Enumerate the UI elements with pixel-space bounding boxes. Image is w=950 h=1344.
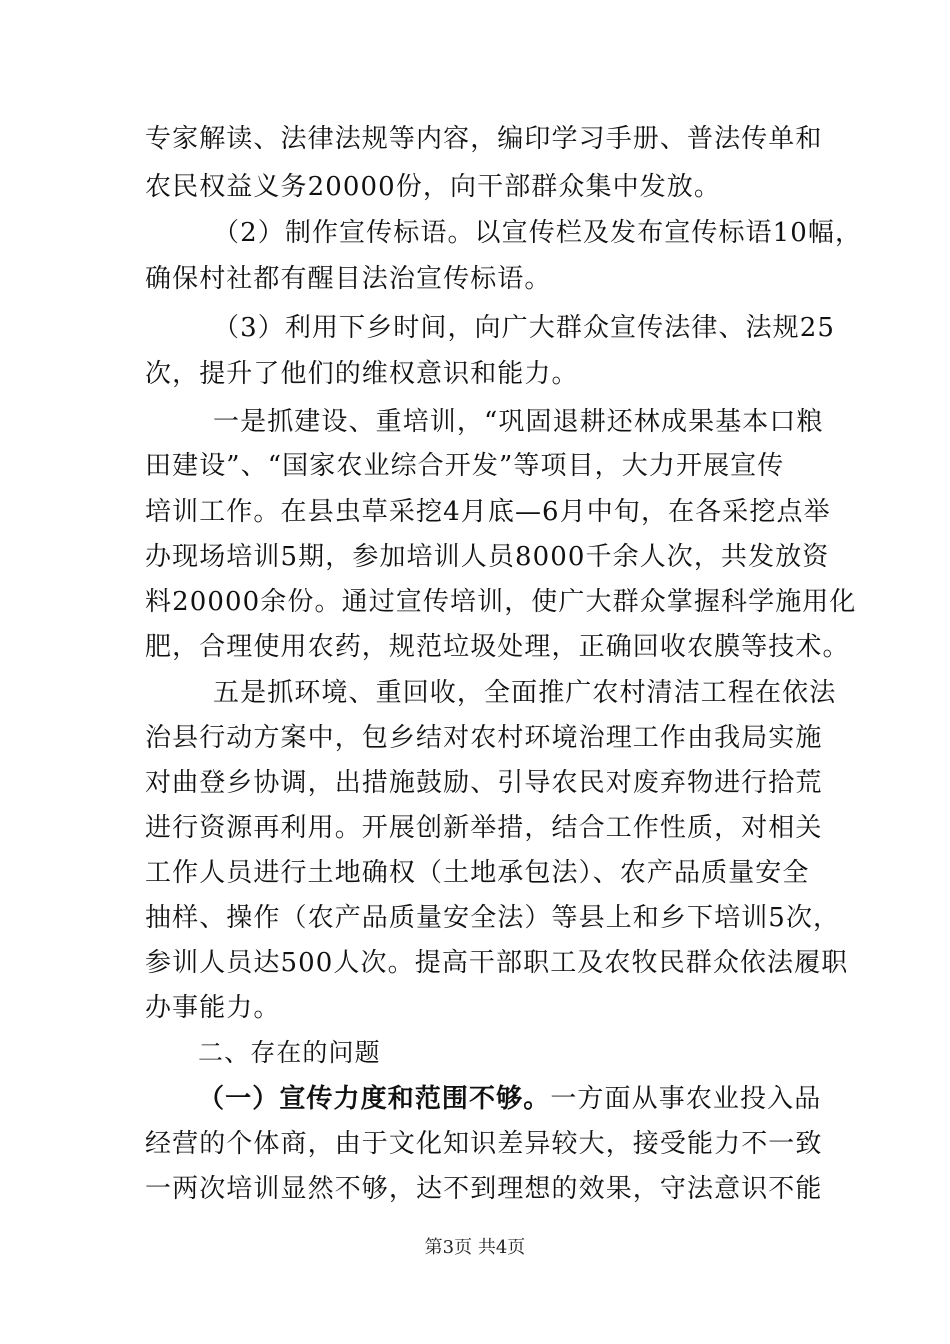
section-heading: 二、存在的问题 <box>198 1038 381 1067</box>
text-line: 抽样、操作（农产品质量安全法）等县上和乡下培训5次， <box>145 903 841 933</box>
text-line: 治县行动方案中，包乡结对农村环境治理工作由我局实施 <box>145 723 823 753</box>
text-line: 田建设”、“国家农业综合开发”等项目，大力开展宣传 <box>145 451 785 481</box>
text-line: （3）利用下乡时间，向广大群众宣传法律、法规25 <box>213 313 836 343</box>
subsection-text: 一方面从事农业投入品 <box>550 1084 822 1114</box>
subsection-title: 宣传力度和范围不够。 <box>279 1084 551 1114</box>
text-line: 一是抓建设、重培训，“巩固退耕还林成果基本口粮 <box>213 407 824 437</box>
text-line: 五是抓环境、重回收，全面推广农村清洁工程在依法 <box>213 678 837 708</box>
text-line: 参训人员达500人次。提高干部职工及农牧民群众依法履职 <box>145 948 849 978</box>
text-line: 次，提升了他们的维权意识和能力。 <box>145 359 579 389</box>
subsection-bracket: （一） <box>198 1084 280 1114</box>
text-line: 料20000余份。通过宣传培训，使广大群众掌握科学施用化 <box>145 587 857 617</box>
text-line: 进行资源再利用。开展创新举措，结合工作性质，对相关 <box>145 813 823 843</box>
text-line: 确保村社都有醒目法治宣传标语。 <box>145 264 552 294</box>
text-line: 工作人员进行土地确权（土地承包法）、农产品质量安全 <box>145 858 810 888</box>
text-line: 办事能力。 <box>145 993 281 1023</box>
text-line: 经营的个体商，由于文化知识差异较大，接受能力不一致 <box>145 1129 823 1159</box>
text-line: 专家解读、法律法规等内容，编印学习手册、普法传单和 <box>145 124 823 154</box>
subsection-line <box>198 1076 825 1122</box>
text-line: 肥，合理使用农药，规范垃圾处理，正确回收农膜等技术。 <box>145 632 850 662</box>
text-line: 一两次培训显然不够，达不到理想的效果，守法意识不能 <box>145 1174 823 1204</box>
text-line: （2）制作宣传标语。以宣传栏及发布宣传标语10幅， <box>213 218 863 248</box>
text-line: 农民权益义务20000份，向干部群众集中发放。 <box>145 172 722 202</box>
page-footer: 第3页 共4页 <box>424 1237 526 1258</box>
text-line: 对曲登乡协调，出措施鼓励、引导农民对废弃物进行拾荒 <box>145 768 823 798</box>
text-line: 培训工作。在县虫草采挖4月底—6月中旬，在各采挖点举 <box>145 497 831 527</box>
text-line: 办现场培训5期，参加培训人员8000千余人次，共发放资 <box>145 542 830 572</box>
